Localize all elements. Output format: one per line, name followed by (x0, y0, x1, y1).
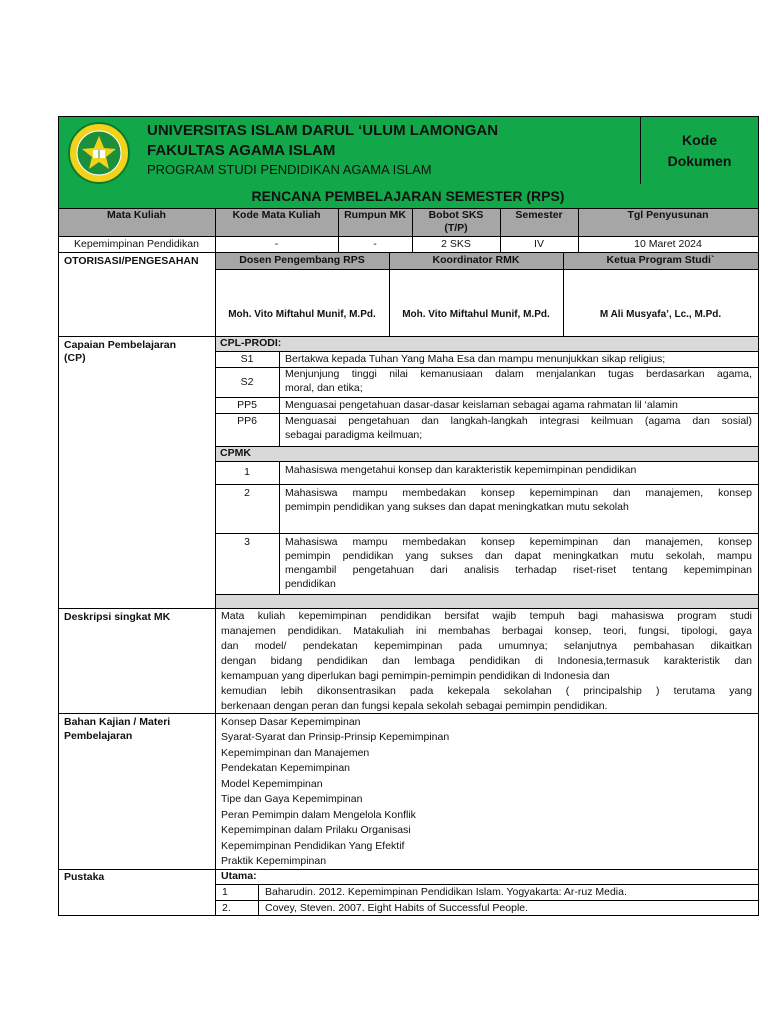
course-group: - (373, 238, 377, 250)
header-kode-mk: Kode Mata Kuliah (232, 209, 321, 221)
material-item: Tipe dan Gaya Kepemimpinan (221, 793, 363, 805)
header-semester: Semester (515, 209, 563, 221)
material-item: Kepemimpinan dan Manajemen (221, 747, 370, 759)
reference-text: Covey, Steven. 2007. Eight Habits of Successful People. (265, 902, 529, 914)
description-label: Deskripsi singkat MK (64, 611, 171, 623)
cpl-text: sebagai paradigma keilmuan; (285, 429, 423, 441)
references-label: Pustaka (64, 871, 105, 883)
program-name: PROGRAM STUDI PENDIDIKAN AGAMA ISLAM (147, 162, 432, 177)
cp-label-2: (CP) (64, 352, 86, 364)
cp-footer-band (215, 594, 758, 608)
university-logo (66, 122, 132, 184)
cpl-code: PP5 (237, 399, 257, 411)
header-tgl-penyusunan: Tgl Penyusunan (627, 209, 709, 221)
cpl-heading-band (215, 336, 758, 351)
description-line: dengan bidang pendidikan dan lembaga pendidikan di Indonesia,termasuk karakteristik dan (221, 655, 752, 667)
document-code-label: Kode (682, 132, 717, 148)
cpl-text: Menguasai pengetahuan dasar-dasar keislaman sebagai agama rahmatan lil ‘alamin (285, 399, 678, 411)
references-heading: Utama: (221, 870, 257, 882)
cpmk-code: 1 (244, 466, 250, 478)
materials-label-2: Pembelajaran (64, 730, 133, 742)
material-item: Konsep Dasar Kepemimpinan (221, 716, 361, 728)
cpmk-code: 2 (244, 487, 250, 499)
authorization-label: OTORISASI/PENGESAHAN (64, 255, 199, 267)
course-credits: 2 SKS (441, 238, 471, 250)
course-date: 10 Maret 2024 (634, 238, 702, 250)
role-coordinator: Koordinator RMK (432, 254, 520, 266)
course-semester: IV (534, 238, 544, 250)
cpl-text: moral, dan etika; (285, 382, 363, 394)
cpmk-text: pendidikan (285, 578, 336, 590)
description-line: kemudian lebih dikonsentrasikan pada kekepala sekolahan ( principalship ) terutama yang (221, 685, 752, 697)
cpl-code: S1 (240, 353, 254, 365)
cp-label: Capaian Pembelajaran (64, 339, 177, 351)
material-item: Peran Pemimpin dalam Mengelola Konflik (221, 809, 416, 821)
role-developer: Dosen Pengembang RPS (239, 254, 365, 266)
reference-number: 1 (222, 886, 228, 898)
header-bobot-sks: Bobot SKS (T/P) (428, 209, 484, 234)
cpmk-text: pemimpin pendidikan yang sukses dan dapat meningkatkan mutu sekolah, mampu (285, 550, 752, 562)
material-item: Syarat-Syarat dan Prinsip-Prinsip Kepemimpinan (221, 731, 450, 743)
cpmk-text: Mahasiswa mampu membedakan konsep kepemimpinan dan manajemen, konsep (285, 487, 752, 499)
cpl-text: Menjunjung tinggi nilai kemanusiaan dalam menjalankan tugas berdasarkan agama, (285, 368, 752, 380)
university-name: UNIVERSITAS ISLAM DARUL ‘ULUM LAMONGAN (147, 122, 499, 139)
cpmk-heading-band (215, 446, 758, 461)
description-line: dan model/ pendekatan kepemimpinan pada umumnya; selanjutnya pembahasan dikaitkan (221, 640, 752, 652)
header-mata-kuliah: Mata Kuliah (107, 209, 166, 221)
document-title: RENCANA PEMBELAJARAN SEMESTER (RPS) (251, 188, 565, 204)
signatory-coordinator: Moh. Vito Miftahul Munif, M.Pd. (402, 309, 550, 320)
material-item: Kepemimpinan dalam Prilaku Organisasi (221, 824, 411, 836)
material-item: Pendekatan Kepemimpinan (221, 762, 351, 774)
signatory-head: M Ali Musyafa’, Lc., M.Pd. (599, 309, 722, 320)
header-rumpun-mk: Rumpun MK (344, 209, 406, 221)
faculty-name: FAKULTAS AGAMA ISLAM (147, 142, 336, 159)
cpmk-text: Mahasiswa mengetahui konsep dan karakteristik kepemimpinan pendidikan (285, 464, 637, 476)
course-name: Kepemimpinan Pendidikan (74, 238, 199, 250)
materials-label: Bahan Kajian / Materi (64, 716, 171, 728)
cpmk-text: mengambil pengetahuan dari analisis terhadap riset-riset tentang kepemimpinan (285, 564, 752, 576)
cpmk-text: pemimpin pendidikan yang sukses dan dapat meningkatkan mutu sekolah (285, 501, 629, 513)
description-line: kemampuan yang diperlukan bagi pemimpin-pemimpin pendidikan di Indonesia dan (221, 670, 610, 682)
material-item: Model Kepemimpinan (221, 778, 323, 790)
cpl-heading: CPL-PRODI: (220, 337, 282, 349)
cpl-code: PP6 (237, 415, 257, 427)
cpmk-text: Mahasiswa mampu membedakan konsep kepemimpinan dan manajemen, konsep (285, 536, 752, 548)
description-line: Mata kuliah kepemimpinan pendidikan bersifat wajib tempuh bagi mahasiswa program studi (221, 610, 752, 622)
role-head: Ketua Program Studi` (606, 254, 715, 266)
cpl-code: S2 (240, 376, 254, 388)
description-line: manajemen pendidikan. Matakuliah ini membahas berbagai konsep, teori, fungsi, tipologi, gaya (221, 625, 752, 637)
description-line: berkenaan dengan peran dan fungsi kepala sekolah sebagai pemimpin pendidikan. (221, 700, 608, 712)
material-item: Kepemimpinan Pendidikan Yang Efektif (221, 840, 405, 852)
course-code: - (274, 238, 279, 250)
signatory-developer: Moh. Vito Miftahul Munif, M.Pd. (228, 309, 376, 320)
material-item: Praktik Kepemimpinan (221, 855, 327, 867)
cpmk-code: 3 (244, 536, 250, 548)
cpl-text: Bertakwa kepada Tuhan Yang Maha Esa dan mampu menunjukkan sikap religius; (285, 353, 666, 365)
university-seal-icon (66, 122, 132, 184)
reference-text: Baharudin. 2012. Kepemimpinan Pendidikan Islam. Yogyakarta: Ar-ruz Media. (265, 886, 627, 898)
cpmk-heading: CPMK (220, 447, 251, 459)
reference-number: 2. (222, 902, 231, 914)
document-code-label-2: Dokumen (667, 153, 732, 169)
cpl-text: Menguasai pengetahuan dan langkah-langkah integrasi keilmuan (agama dan sosial) (285, 415, 752, 427)
